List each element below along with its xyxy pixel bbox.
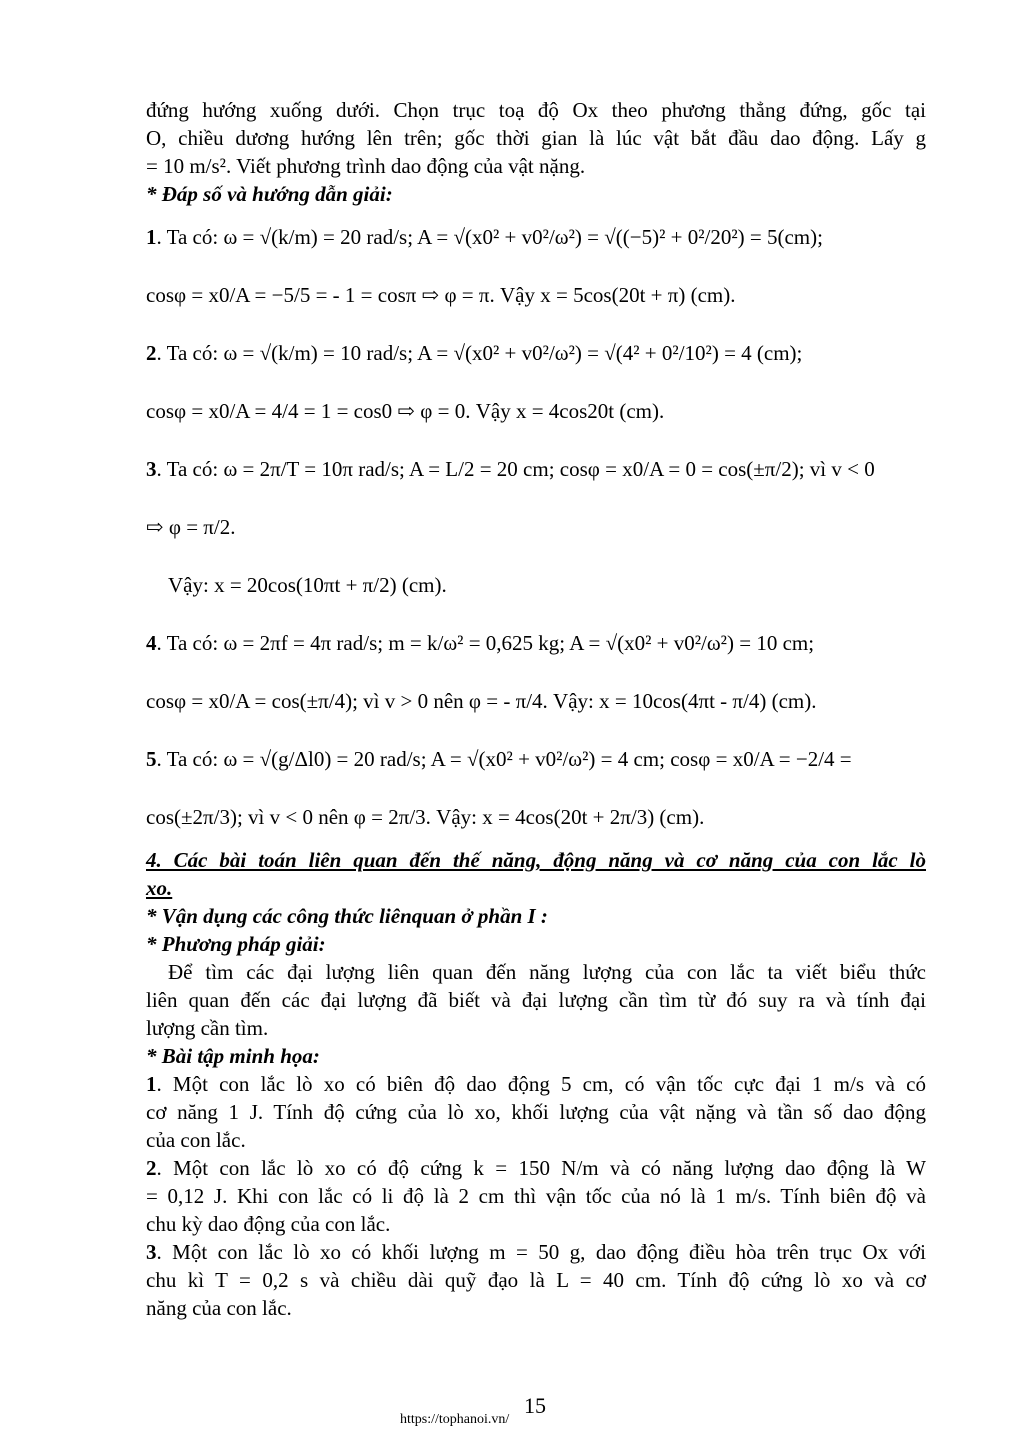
example-1-line: của con lắc. (146, 1128, 246, 1152)
item-number: 2 (146, 1156, 157, 1180)
answer-heading: * Đáp số và hướng dẫn giải: (146, 182, 393, 206)
example-1-line: 1. Một con lắc lò xo có biên độ dao động 5 cm, có vận tốc cực đại 1 m/s và có (146, 1072, 926, 1096)
intro-line: = 10 m/s². Viết phương trình dao động của vật nặng. (146, 154, 586, 178)
section-4-title: 4. Các bài toán liên quan đến thế năng, động năng và cơ năng của con lắc lò (146, 848, 926, 872)
solution-5b: cos(±2π/3); vì v < 0 nên φ = 2π/3. Vậy: x = 4cos(20t + 2π/3) (cm). (146, 804, 705, 829)
item-number: 3 (146, 456, 157, 481)
solution-3a: 3 . Ta có: ω = 2π/T = 10π rad/s; A = L/2 = 20 cm; cosφ = x0/A = 0 = cos(±π/2); vì v < 0 (146, 456, 875, 481)
footer-link[interactable]: https://tophanoi.vn/ (400, 1412, 510, 1427)
method-line: lượng cần tìm. (146, 1016, 269, 1040)
example-2-line: 2. Một con lắc lò xo có độ cứng k = 150 N/m và có năng lượng dao động là W (146, 1156, 926, 1180)
method-heading: * Phương pháp giải: (146, 932, 326, 956)
item-number: 1 (146, 224, 157, 249)
method-line: liên quan đến các đại lượng đã biết và đại lượng cần tìm từ đó suy ra và tính đại (146, 988, 926, 1012)
item-number: 3 (146, 1240, 157, 1264)
solution-2a: 2 . Ta có: ω = √(k/m) = 10 rad/s; A = √(x0² + v0²/ω²) = √(4² + 0²/10²) = 4 (cm); (146, 340, 803, 365)
solution-3c: Vậy: x = 20cos(10πt + π/2) (cm). (168, 572, 447, 597)
example-2-line: = 0,12 J. Khi con lắc có li độ là 2 cm thì vận tốc của nó là 1 m/s. Tính biên độ và (146, 1184, 926, 1208)
apply-heading: * Vận dụng các công thức liênquan ở phần I : (146, 904, 548, 928)
solution-2b: cosφ = x0/A = 4/4 = 1 = cos0 ⇨ φ = 0. Vậy x = 4cos20t (cm). (146, 398, 665, 423)
section-4-title-cont: xo. (146, 876, 173, 900)
item-number: 5 (146, 746, 157, 771)
solution-3b: ⇨ φ = π/2. (146, 514, 236, 539)
intro-line: đứng hướng xuống dưới. Chọn trục toạ độ Ox theo phương thẳng đứng, gốc tại (146, 98, 926, 122)
document-page (146, 96, 926, 1322)
example-1-line: cơ năng 1 J. Tính độ cứng của lò xo, khối lượng của vật nặng và tần số dao động (146, 1100, 926, 1124)
example-3-line: 3. Một con lắc lò xo có khối lượng m = 50 g, dao động điều hòa trên trục Ox với (146, 1240, 926, 1264)
examples-heading: * Bài tập minh họa: (146, 1044, 320, 1068)
solution-4a: 4 . Ta có: ω = 2πf = 4π rad/s; m = k/ω² = 0,625 kg; A = √(x0² + v0²/ω²) = 10 cm; (146, 630, 815, 655)
solution-4b: cosφ = x0/A = cos(±π/4); vì v > 0 nên φ = - π/4. Vậy: x = 10cos(4πt - π/4) (cm). (146, 688, 817, 713)
intro-line: O, chiều dương hướng lên trên; gốc thời gian là lúc vật bắt đầu dao động. Lấy g (146, 126, 926, 150)
solution-1a: 1 . Ta có: ω = √(k/m) = 20 rad/s; A = √(x0² + v0²/ω²) = √((−5)² + 0²/20²) = 5(cm); (146, 224, 823, 249)
example-3-line: chu kì T = 0,2 s và chiều dài quỹ đạo là L = 40 cm. Tính độ cứng lò xo và cơ (146, 1268, 926, 1292)
method-line: Để tìm các đại lượng liên quan đến năng lượng của con lắc ta viết biểu thức (168, 960, 926, 984)
item-number: 2 (146, 340, 157, 365)
example-2-line: chu kỳ dao động của con lắc. (146, 1212, 391, 1236)
item-number: 4 (146, 630, 157, 655)
page-number: 15 (524, 1393, 546, 1418)
solution-1b: cosφ = x0/A = −5/5 = - 1 = cosπ ⇨ φ = π. Vậy x = 5cos(20t + π) (cm). (146, 282, 736, 307)
solution-5a: 5 . Ta có: ω = √(g/Δl0) = 20 rad/s; A = √(x0² + v0²/ω²) = 4 cm; cosφ = x0/A = −2/4 = (146, 746, 852, 771)
item-number: 1 (146, 1072, 157, 1096)
example-3-line: năng của con lắc. (146, 1296, 292, 1320)
